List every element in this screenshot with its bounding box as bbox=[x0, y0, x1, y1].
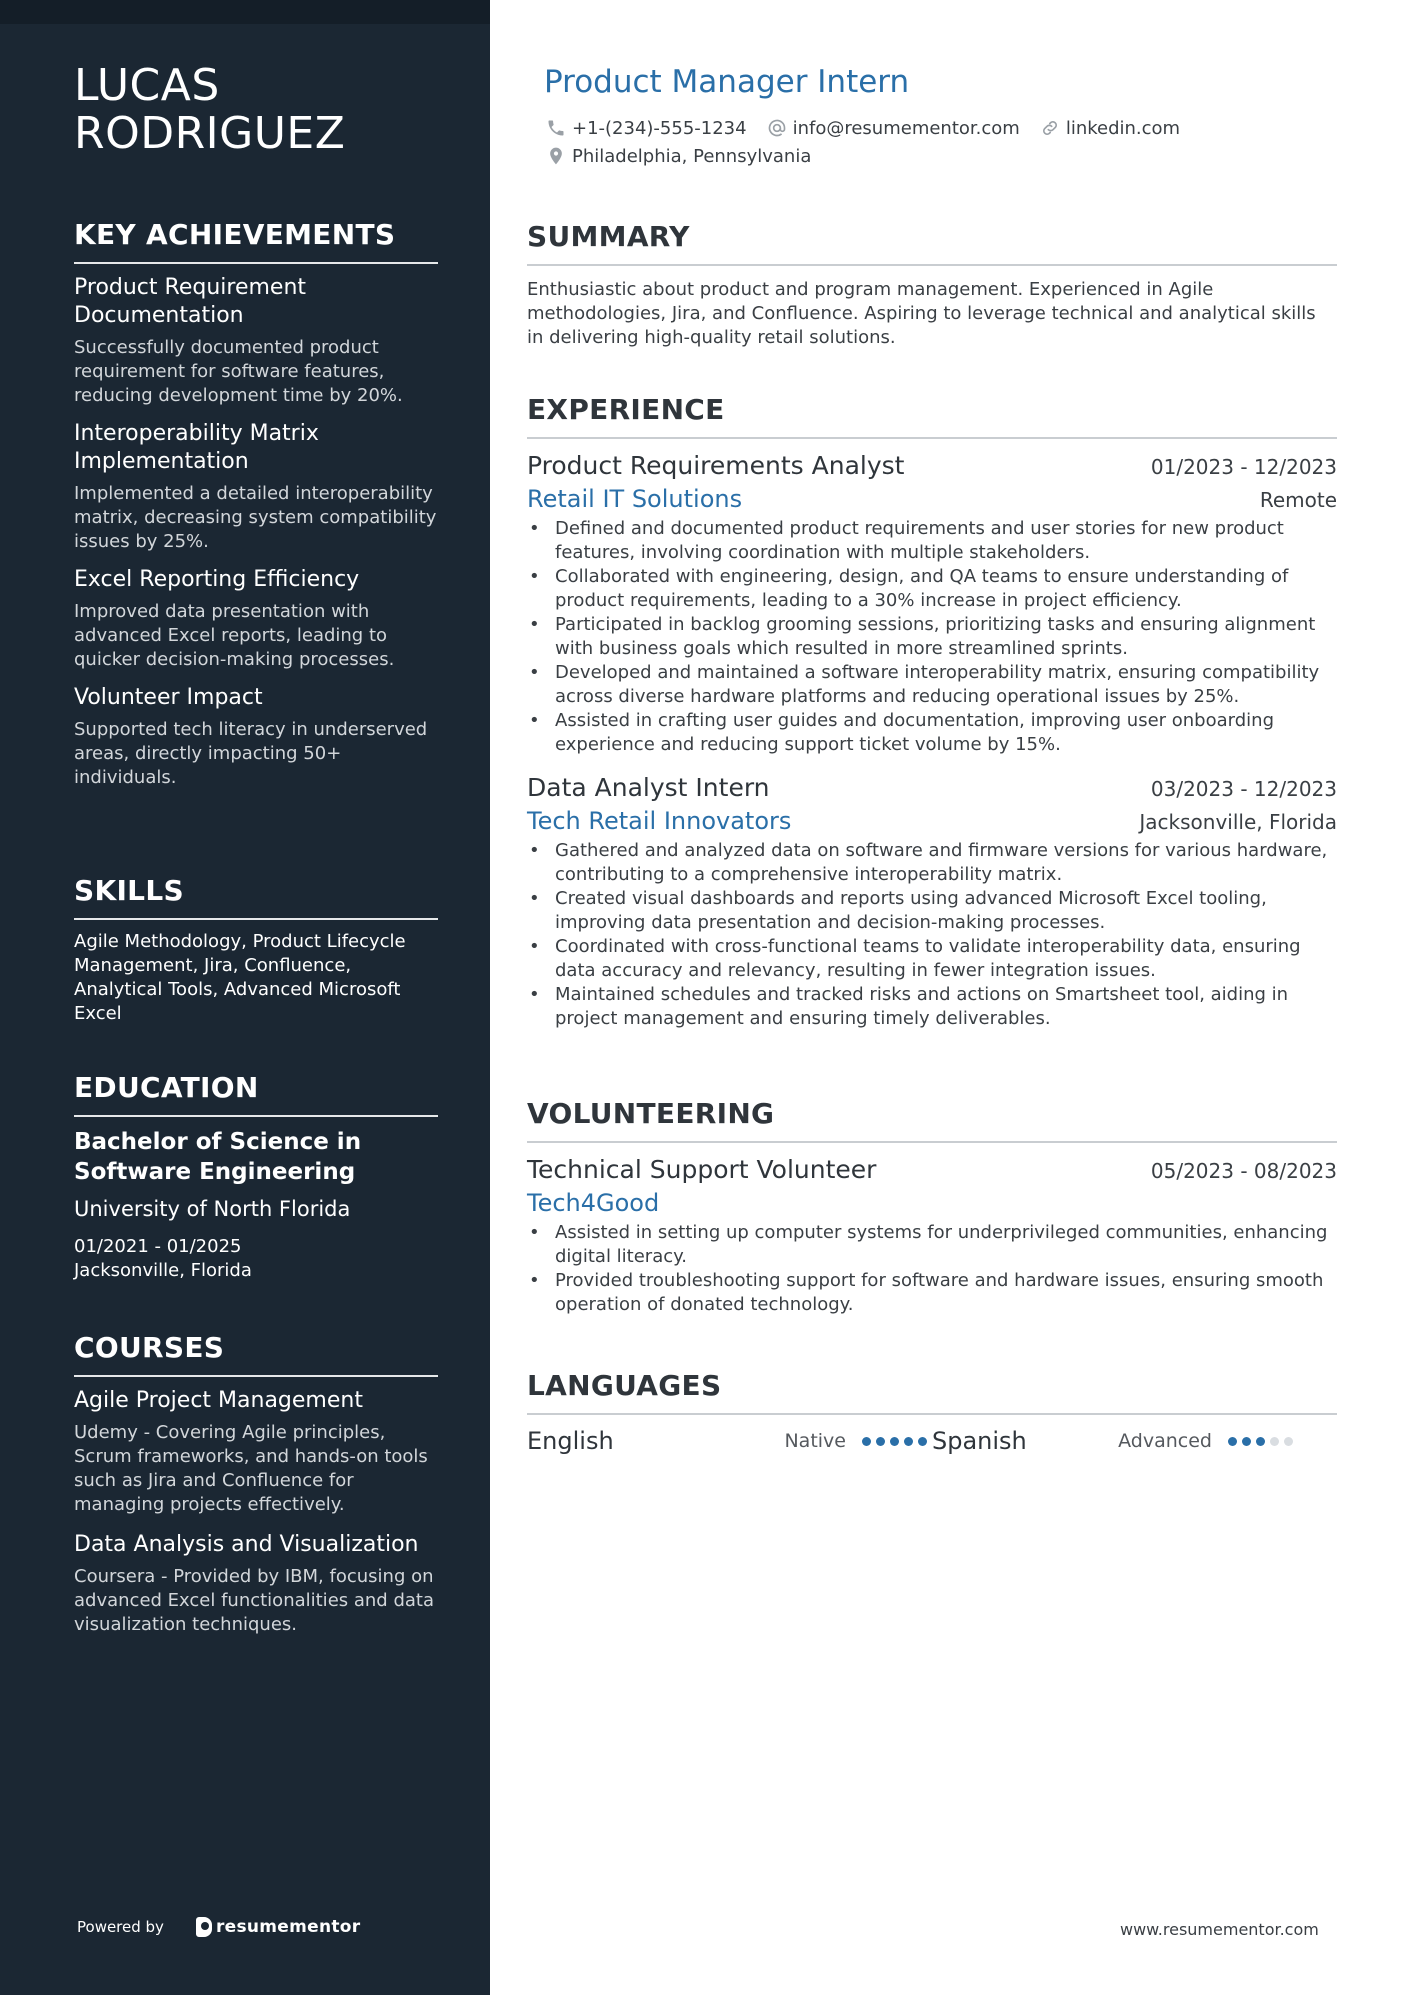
achievement-title: Excel Reporting Efficiency bbox=[74, 567, 360, 592]
language-name: Spanish bbox=[932, 1427, 1027, 1455]
location-contact bbox=[546, 146, 811, 167]
name-last: RODRIGUEZ bbox=[74, 108, 346, 159]
rating-dot-filled bbox=[918, 1437, 927, 1446]
education-school: University of North Florida bbox=[74, 1197, 351, 1221]
brand-logo[interactable] bbox=[196, 1917, 361, 1937]
experience-company: Retail IT Solutions bbox=[527, 485, 743, 513]
language-level: Advanced bbox=[1118, 1430, 1212, 1452]
bullet-item: • Maintained schedules and tracked risks and actions on Smartsheet tool, aiding in project management and ensuring timely deliverables. bbox=[527, 983, 1337, 1031]
brand-logo-icon bbox=[196, 1917, 212, 1937]
at-sign-icon bbox=[767, 118, 787, 138]
volunteering-item bbox=[527, 1153, 1337, 1317]
sidebar-top-strip bbox=[0, 0, 490, 24]
rating-dot-filled bbox=[1228, 1437, 1237, 1446]
experience-heading: EXPERIENCE bbox=[527, 393, 1337, 439]
achievement-item bbox=[74, 274, 438, 408]
languages-section bbox=[527, 1369, 1337, 1457]
bullet-item: • Coordinated with cross-functional teams to validate interoperability data, ensuring data accuracy and relevancy, resulting in fewer integration issues. bbox=[527, 935, 1337, 983]
achievements-section bbox=[74, 218, 438, 790]
volunteering-role: Technical Support Volunteer bbox=[527, 1155, 877, 1184]
achievement-item bbox=[74, 420, 438, 554]
education-location: Jacksonville, Florida bbox=[74, 1260, 252, 1281]
course-desc: Coursera - Provided by IBM, focusing on advanced Excel functionalities and data visualization techniques. bbox=[74, 1566, 434, 1635]
experience-role: Product Requirements Analyst bbox=[527, 451, 905, 480]
experience-dates: 03/2023 - 12/2023 bbox=[1150, 777, 1337, 801]
footer-url[interactable]: www.resumementor.com bbox=[1120, 1920, 1319, 1939]
achievement-title: Volunteer Impact bbox=[74, 685, 263, 710]
main-content bbox=[490, 0, 1410, 1995]
language-item bbox=[527, 1427, 932, 1455]
course-item bbox=[74, 1387, 438, 1517]
experience-subheader bbox=[527, 805, 1337, 837]
location-pin-icon bbox=[546, 146, 566, 166]
course-item bbox=[74, 1531, 438, 1637]
language-name: English bbox=[527, 1427, 614, 1455]
experience-role: Data Analyst Intern bbox=[527, 773, 770, 802]
phone-text: +1-(234)-555-1234 bbox=[572, 117, 747, 139]
experience-section bbox=[527, 393, 1337, 1031]
job-title: Product Manager Intern bbox=[544, 64, 910, 100]
powered-by bbox=[77, 1917, 360, 1937]
education-section bbox=[74, 1071, 438, 1283]
courses-heading: COURSES bbox=[74, 1331, 438, 1377]
language-rating bbox=[862, 1437, 932, 1446]
achievement-desc: Supported tech literacy in underserved areas, directly impacting 50+ individuals. bbox=[74, 719, 428, 788]
phone-icon bbox=[546, 118, 566, 138]
volunteering-heading: VOLUNTEERING bbox=[527, 1097, 1337, 1143]
contact-row bbox=[546, 114, 1306, 142]
phone-contact[interactable] bbox=[546, 118, 747, 139]
location-text: Philadelphia, Pennsylvania bbox=[572, 145, 812, 167]
sidebar bbox=[0, 0, 490, 1995]
experience-location: Remote bbox=[1259, 488, 1337, 512]
linkedin-contact[interactable] bbox=[1040, 118, 1180, 139]
course-title: Agile Project Management bbox=[74, 1388, 363, 1413]
bullet-item: • Participated in backlog grooming sessions, prioritizing tasks and ensuring alignment with business goals which resulted in more streamlined sprints. bbox=[527, 613, 1337, 661]
summary-heading: SUMMARY bbox=[527, 220, 1337, 266]
contact-block bbox=[546, 114, 1306, 170]
brand-name: resumementor bbox=[215, 1917, 361, 1937]
languages-heading: LANGUAGES bbox=[527, 1369, 1337, 1415]
language-item bbox=[932, 1427, 1337, 1455]
experience-bullets bbox=[527, 839, 1337, 1031]
achievement-item bbox=[74, 566, 438, 672]
skills-list: Agile Methodology, Product Lifecycle Management, Jira, Confluence, Analytical Tools, Advanced Microsoft Excel bbox=[74, 931, 406, 1024]
experience-subheader bbox=[527, 483, 1337, 515]
experience-company: Tech Retail Innovators bbox=[527, 807, 792, 835]
language-level: Native bbox=[784, 1430, 846, 1452]
link-icon bbox=[1040, 118, 1060, 138]
achievement-desc: Improved data presentation with advanced Excel reports, leading to quicker decision-making processes. bbox=[74, 601, 395, 670]
bullet-item: • Gathered and analyzed data on software and firmware versions for various hardware, contributing to a comprehensive interoperability matrix. bbox=[527, 839, 1337, 887]
experience-location: Jacksonville, Florida bbox=[1139, 810, 1337, 834]
skills-heading: SKILLS bbox=[74, 874, 438, 920]
email-contact[interactable] bbox=[767, 118, 1020, 139]
summary-text: Enthusiastic about product and program management. Experienced in Agile methodologies, Jira, and Confluence. Aspiring to leverage technical and analytical skills in delivering high-quality retail solutions. bbox=[527, 279, 1316, 348]
rating-dot-filled bbox=[876, 1437, 885, 1446]
bullet-item: • Developed and maintained a software interoperability matrix, ensuring compatibility across diverse hardware platforms and reducing operational issues by 25%. bbox=[527, 661, 1337, 709]
bullet-item: • Collaborated with engineering, design, and QA teams to ensure understanding of product requirements, leading to a 30% increase in project efficiency. bbox=[527, 565, 1337, 613]
rating-dot-filled bbox=[1242, 1437, 1251, 1446]
bullet-item: • Created visual dashboards and reports using advanced Microsoft Excel tooling, improving data presentation and decision-making processes. bbox=[527, 887, 1337, 935]
rating-dot-filled bbox=[862, 1437, 871, 1446]
experience-bullets bbox=[527, 517, 1337, 757]
volunteering-dates: 05/2023 - 08/2023 bbox=[1150, 1159, 1337, 1183]
summary-section bbox=[527, 220, 1337, 350]
volunteering-header bbox=[527, 1153, 1337, 1187]
experience-item bbox=[527, 449, 1337, 757]
rating-dot-filled bbox=[890, 1437, 899, 1446]
language-rating bbox=[1228, 1437, 1298, 1446]
rating-dot-empty bbox=[1284, 1437, 1293, 1446]
experience-header bbox=[527, 771, 1337, 805]
bullet-item: • Provided troubleshooting support for software and hardware issues, ensuring smooth operation of donated technology. bbox=[527, 1269, 1337, 1317]
languages-row bbox=[527, 1425, 1337, 1457]
rating-dot-filled bbox=[1256, 1437, 1265, 1446]
achievements-heading: KEY ACHIEVEMENTS bbox=[74, 218, 438, 264]
achievement-item bbox=[74, 684, 438, 790]
contact-row bbox=[546, 142, 1306, 170]
volunteering-subheader bbox=[527, 1187, 1337, 1219]
volunteering-bullets bbox=[527, 1221, 1337, 1317]
experience-item bbox=[527, 771, 1337, 1031]
bullet-item: • Assisted in crafting user guides and documentation, improving user onboarding experience and reducing support ticket volume by 15%. bbox=[527, 709, 1337, 757]
volunteering-section bbox=[527, 1097, 1337, 1317]
course-title: Data Analysis and Visualization bbox=[74, 1532, 419, 1557]
experience-dates: 01/2023 - 12/2023 bbox=[1150, 455, 1337, 479]
candidate-name bbox=[74, 62, 345, 158]
powered-by-label: Powered by bbox=[77, 1918, 164, 1936]
volunteering-org: Tech4Good bbox=[527, 1189, 660, 1217]
email-text: info@resumementor.com bbox=[792, 117, 1020, 139]
name-first: LUCAS bbox=[74, 60, 220, 111]
rating-dot-filled bbox=[904, 1437, 913, 1446]
achievement-desc: Implemented a detailed interoperability matrix, decreasing system compatibility issues by 25%. bbox=[74, 483, 437, 552]
experience-header bbox=[527, 449, 1337, 483]
skills-section bbox=[74, 874, 438, 1026]
bullet-item: • Assisted in setting up computer systems for underprivileged communities, enhancing digital literacy. bbox=[527, 1221, 1337, 1269]
achievement-desc: Successfully documented product requirement for software features, reducing development time by 20%. bbox=[74, 337, 403, 406]
education-heading: EDUCATION bbox=[74, 1071, 438, 1117]
courses-section bbox=[74, 1331, 438, 1637]
education-degree: Bachelor of Science in Software Engineering bbox=[74, 1129, 362, 1185]
linkedin-text: linkedin.com bbox=[1065, 117, 1181, 139]
achievement-title: Interoperability Matrix Implementation bbox=[74, 421, 319, 474]
bullet-item: • Defined and documented product requirements and user stories for new product features, involving coordination with multiple stakeholders. bbox=[527, 517, 1337, 565]
course-desc: Udemy - Covering Agile principles, Scrum frameworks, and hands-on tools such as Jira and Confluence for managing projects effectively. bbox=[74, 1422, 428, 1515]
education-dates: 01/2021 - 01/2025 bbox=[74, 1236, 242, 1257]
achievement-title: Product Requirement Documentation bbox=[74, 275, 307, 328]
rating-dot-empty bbox=[1270, 1437, 1279, 1446]
